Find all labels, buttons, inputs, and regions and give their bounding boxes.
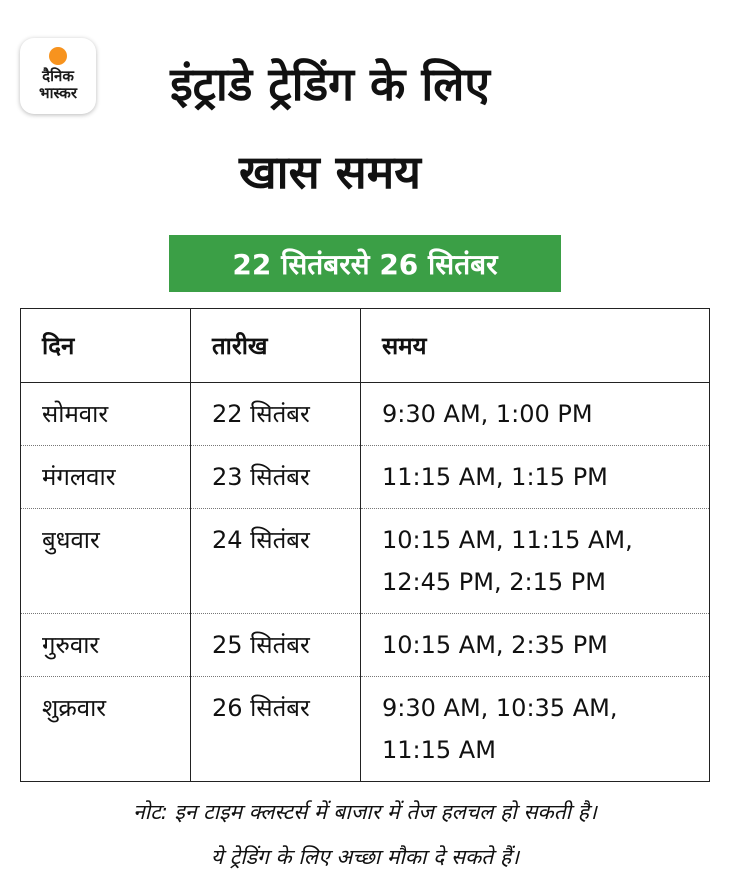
cell-day: बुधवार (21, 509, 191, 614)
table-header-row (21, 309, 710, 383)
cell-times (361, 383, 710, 446)
page-title-line-1: इंट्राडे ट्रेडिंग के लिए (170, 57, 490, 111)
cell-date: 22 सितंबर (191, 383, 361, 446)
table-row (21, 677, 710, 782)
schedule-body (21, 383, 710, 782)
cell-times (361, 677, 710, 782)
cell-times (361, 446, 710, 509)
time-line: 12:45 PM, 2:15 PM (382, 568, 606, 596)
logo-wordmark (20, 68, 96, 102)
schedule-table (20, 308, 710, 782)
table-row (21, 509, 710, 614)
time-line: 10:15 AM, 11:15 AM, (382, 526, 633, 554)
cell-date: 25 सितंबर (191, 614, 361, 677)
time-line: 10:15 AM, 2:35 PM (382, 631, 608, 659)
cell-date: 24 सितंबर (191, 509, 361, 614)
header-date: तारीख (191, 309, 361, 383)
header-time: समय (382, 331, 427, 360)
cell-date: 23 सितंबर (191, 446, 361, 509)
cell-day: मंगलवार (21, 446, 191, 509)
page-title-line-2: खास समय (239, 145, 421, 199)
table-row (21, 383, 710, 446)
brand-logo (20, 38, 96, 114)
table-row (21, 446, 710, 509)
cell-date: 26 सितंबर (191, 677, 361, 782)
time-line: 11:15 AM, 1:15 PM (382, 463, 608, 491)
logo-line-2: भास्कर (39, 84, 77, 102)
note-line-1: नोट: इन टाइम क्लस्टर्स में बाजार में तेज हलचल हो सकती है। (133, 800, 597, 824)
cell-times (361, 509, 710, 614)
table-row (21, 614, 710, 677)
cell-day: शुक्रवार (21, 677, 191, 782)
cell-day: गुरुवार (21, 614, 191, 677)
note-line-2: ये ट्रेडिंग के लिए अच्छा मौका दे सकते हैं। (210, 845, 520, 869)
time-line: 11:15 AM (382, 736, 496, 764)
cell-day: सोमवार (21, 383, 191, 446)
date-range-banner: 22 सितंबरसे 26 सितंबर (169, 235, 561, 292)
cell-times (361, 614, 710, 677)
sun-icon (49, 47, 67, 65)
header-day: दिन (21, 309, 191, 383)
time-line: 9:30 AM, 10:35 AM, (382, 694, 618, 722)
time-line: 9:30 AM, 1:00 PM (382, 400, 593, 428)
logo-line-1: दैनिक (42, 67, 74, 85)
